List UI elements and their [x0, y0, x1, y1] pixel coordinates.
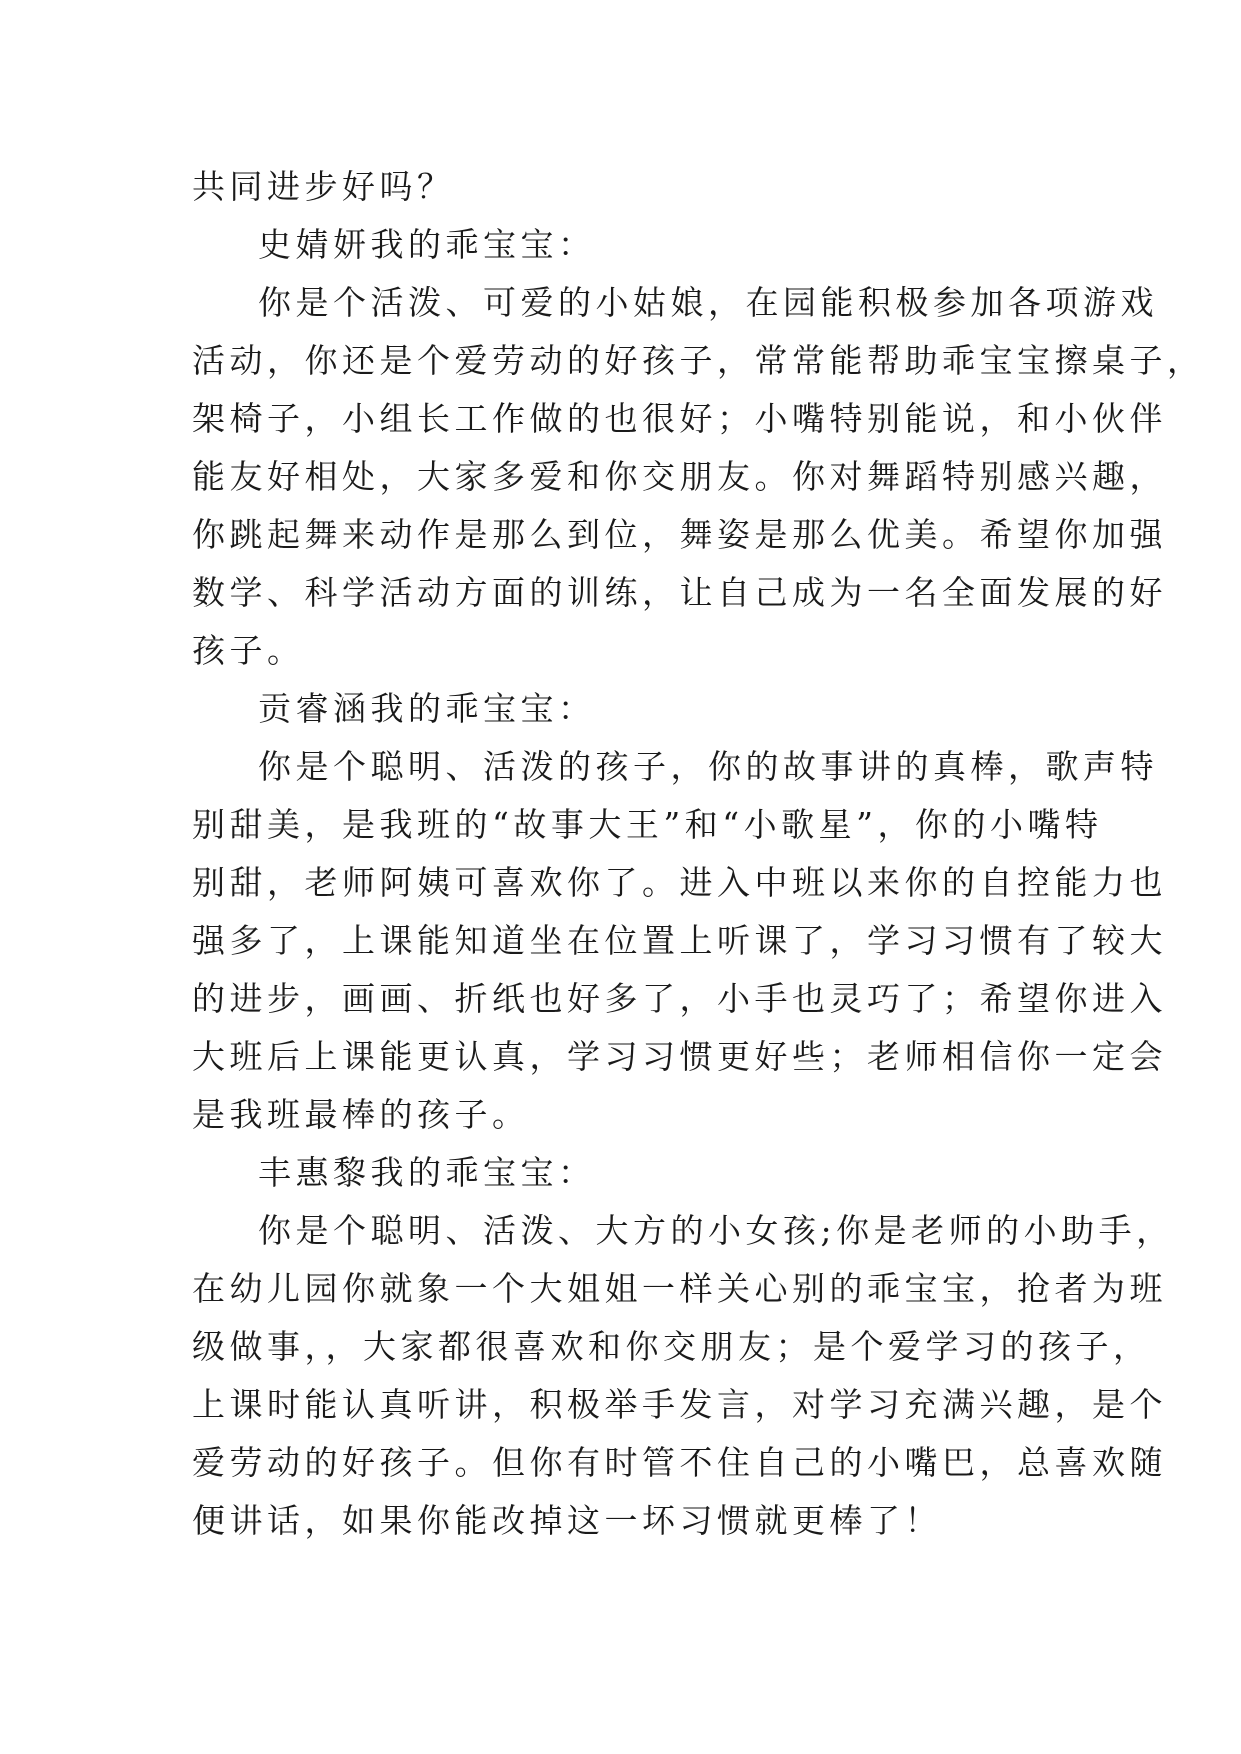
text-line-24: 便讲话，如果你能改掉这一坏习惯就更棒了！ — [192, 1501, 942, 1540]
text-line-5: 架椅子，小组长工作做的也很好；小嘴特别能说，和小伙伴 — [192, 399, 1167, 438]
document-body — [192, 158, 1205, 1550]
text-line-21: 级做事，，大家都很喜欢和你交朋友；是个爱学习的孩子， — [192, 1327, 1151, 1366]
text-line-10: 贡睿涵我的乖宝宝： — [258, 689, 596, 728]
text-line-22: 上课时能认真听讲，积极举手发言，对学习充满兴趣，是个 — [192, 1385, 1167, 1424]
text-line-13: 别甜，老师阿姨可喜欢你了。进入中班以来你的自控能力也 — [192, 863, 1167, 902]
text-line-4: 活动，你还是个爱劳动的好孩子，常常能帮助乖宝宝擦桌子， — [192, 341, 1205, 380]
text-line-1: 共同进步好吗？ — [192, 167, 455, 206]
text-line-8: 数学、科学活动方面的训练，让自己成为一名全面发展的好 — [192, 573, 1167, 612]
text-line-9: 孩子。 — [192, 631, 305, 670]
text-line-2: 史婧妍我的乖宝宝： — [258, 225, 596, 264]
text-line-18: 丰惠黎我的乖宝宝： — [258, 1153, 596, 1192]
text-line-6: 能友好相处，大家多爱和你交朋友。你对舞蹈特别感兴趣， — [192, 457, 1167, 496]
text-line-14: 强多了，上课能知道坐在位置上听课了，学习习惯有了较大 — [192, 921, 1167, 960]
text-line-23: 爱劳动的好孩子。但你有时管不住自己的小嘴巴，总喜欢随 — [192, 1443, 1167, 1482]
text-line-12: 别甜美，是我班的“故事大王”和“小歌星”，你的小嘴特 — [192, 805, 1103, 844]
text-line-15: 的进步，画画、折纸也好多了，小手也灵巧了；希望你进入 — [192, 979, 1167, 1018]
text-line-11: 你是个聪明、活泼的孩子，你的故事讲的真棒，歌声特 — [258, 747, 1158, 786]
text-line-17: 是我班最棒的孩子。 — [192, 1095, 530, 1134]
text-line-16: 大班后上课能更认真，学习习惯更好些；老师相信你一定会 — [192, 1037, 1167, 1076]
text-line-19: 你是个聪明、活泼、大方的小女孩;你是老师的小助手， — [258, 1211, 1174, 1250]
text-line-20: 在幼儿园你就象一个大姐姐一样关心别的乖宝宝，抢者为班 — [192, 1269, 1167, 1308]
text-line-7: 你跳起舞来动作是那么到位，舞姿是那么优美。希望你加强 — [192, 515, 1167, 554]
text-line-3: 你是个活泼、可爱的小姑娘，在园能积极参加各项游戏 — [258, 283, 1158, 322]
